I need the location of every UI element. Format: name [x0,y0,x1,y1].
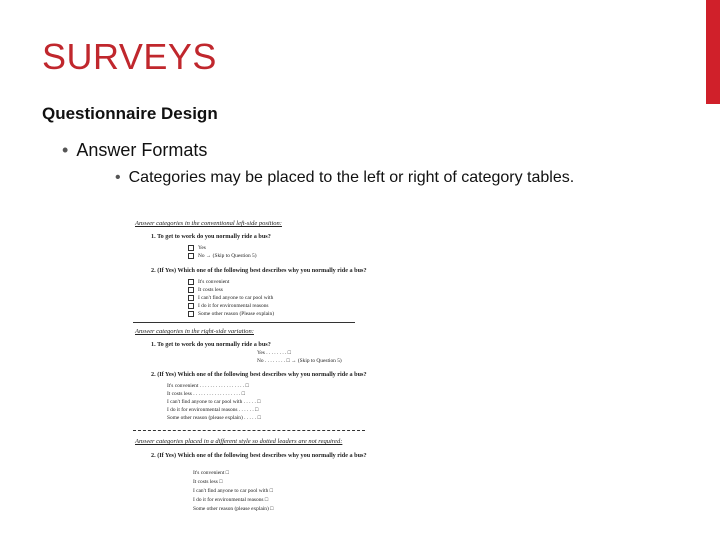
answer-option: It's convenient □ [193,470,229,476]
accent-bar [706,0,720,104]
bullet-icon: • [62,140,69,160]
answer-option: Some other reason (Please explain) [188,311,274,317]
answer-option: Yes . . . . . . . . □ [257,350,292,356]
checkbox-icon [188,245,194,251]
answer-option: Yes [188,245,206,251]
slide-subtitle: Questionnaire Design [42,104,218,123]
question: 1. To get to work do you normally ride a bus? [151,233,271,240]
checkbox-icon [188,287,194,293]
answer-option: It costs less . . . . . . . . . . . . . . . . . . □ [167,391,245,397]
answer-option: It's convenient [188,279,229,285]
answer-option: No → (Skip to Question 5) [188,253,257,259]
section-header: Answer categories in the conventional left-side position: [135,220,282,227]
answer-option: No . . . . . . . . □ → (Skip to Question 5) [257,358,342,364]
checkbox-icon [188,279,194,285]
answer-option: It costs less □ [193,479,223,485]
slide-title: SURVEYS [42,36,217,77]
question: 2. (If Yes) Which one of the following best describes why you normally ride a bus? [151,452,367,459]
answer-option: Some other reason (please explain) . . . . . □ [167,415,261,421]
questionnaire-scan [133,218,368,513]
question: 1. To get to work do you normally ride a bus? [151,341,271,348]
checkbox-icon [188,311,194,317]
answer-option: I do it for environmental reasons □ [193,497,269,503]
answer-option: It's convenient . . . . . . . . . . . . . . . . . □ [167,383,249,389]
answer-option: I can't find anyone to car pool with □ [193,488,273,494]
checkbox-icon [188,295,194,301]
answer-option: I can't find anyone to car pool with . . . . . □ [167,399,261,405]
section-header: Answer categories in the right-side variation: [135,328,254,335]
bullet-text: Answer Formats [76,140,208,160]
divider [133,322,355,323]
bullet-answer-formats [62,140,207,161]
answer-option: I do it for environmental reasons [188,303,269,309]
answer-option: It costs less [188,287,223,293]
answer-option: Some other reason (please explain) □ [193,506,274,512]
bullet-icon: • [115,169,121,186]
section-header: Answer categories placed in a different style so dotted leaders are not required: [135,438,343,445]
checkbox-icon [188,253,194,259]
answer-option: I do it for environmental reasons . . . . . . □ [167,407,259,413]
checkbox-icon [188,303,194,309]
divider [133,430,365,431]
answer-option: I can't find anyone to car pool with [188,295,273,301]
question: 2. (If Yes) Which one of the following best describes why you normally ride a bus? [151,267,367,274]
bullet-categories [115,169,574,187]
question: 2. (If Yes) Which one of the following best describes why you normally ride a bus? [151,371,367,378]
bullet-text: Categories may be placed to the left or right of category tables. [128,169,575,186]
